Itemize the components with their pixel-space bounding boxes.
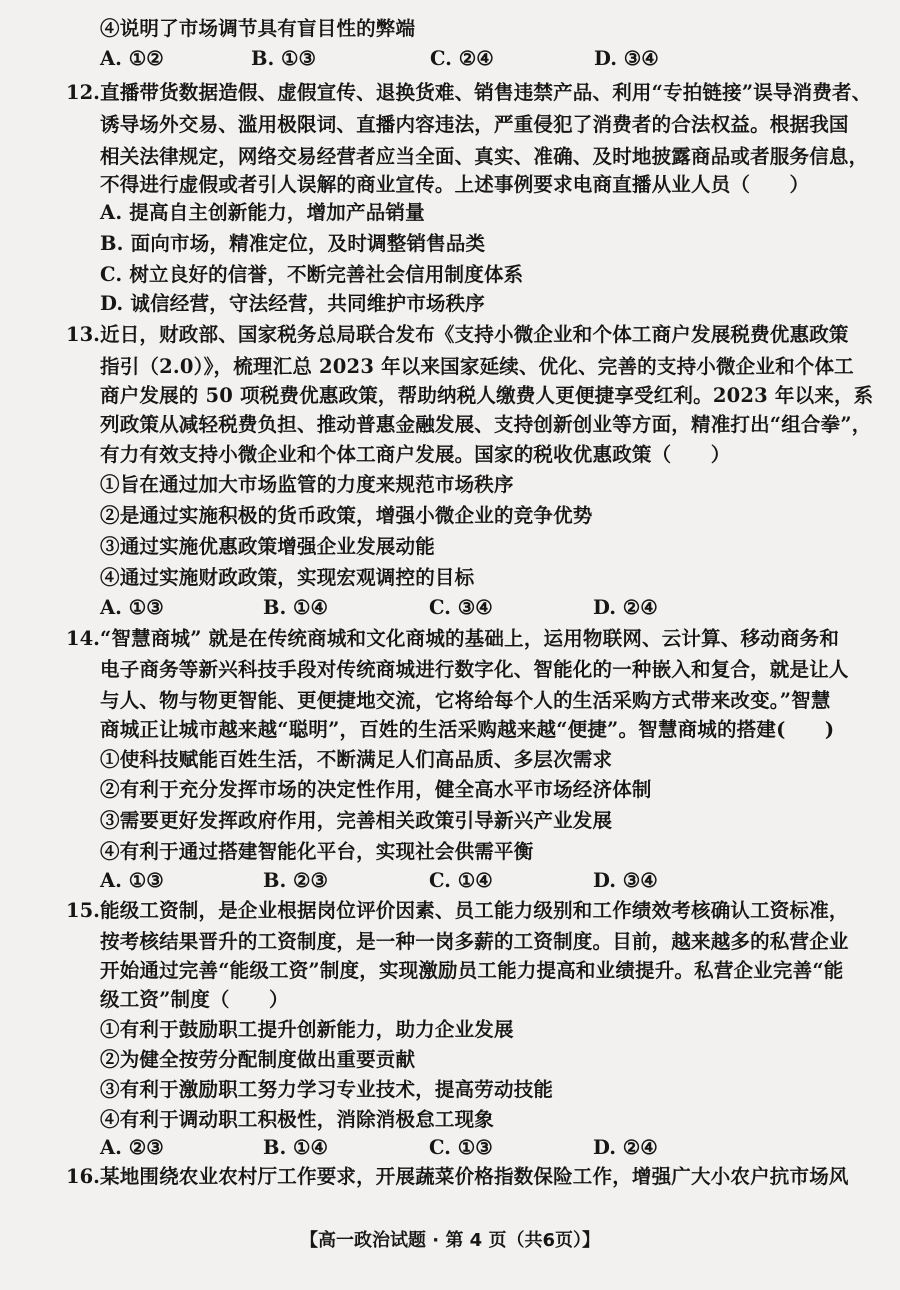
q16-number: 16.	[66, 1165, 100, 1188]
q15-item-1: ①有利于鼓励职工提升创新能力，助力企业发展	[100, 1018, 514, 1041]
q13-option-d: D. ②④	[593, 596, 658, 619]
q14-stem-line: 商城正让城市越来越“聪明”，百姓的生活采购越来越“便捷”。智慧商城的搭建( )	[100, 718, 835, 741]
q12-choice-a: A. 提高自主创新能力，增加产品销量	[100, 201, 425, 224]
q14-item-2: ②有利于充分发挥市场的决定性作用，健全高水平市场经济体制	[100, 778, 652, 801]
q15-stem-line: 开始通过完善“能级工资”制度，实现激励员工能力提高和业绩提升。私营企业完善“能	[100, 959, 844, 982]
q14-stem-line: “智慧商城” 就是在传统商城和文化商城的基础上，运用物联网、云计算、移动商务和	[100, 627, 840, 650]
q12-stem-line: 相关法律规定，网络交易经营者应当全面、真实、准确、及时地披露商品或者服务信息，	[100, 145, 869, 168]
q13-item-3: ③通过实施优惠政策增强企业发展动能	[100, 535, 435, 558]
q15-option-d: D. ②④	[593, 1136, 658, 1159]
q13-item-2: ②是通过实施积极的货币政策，增强小微企业的竞争优势	[100, 504, 593, 527]
q13-option-a: A. ①③	[100, 596, 164, 619]
q16-stem-line: 某地围绕农业农村厅工作要求，开展蔬菜价格指数保险工作，增强广大小农户抗市场风	[100, 1165, 849, 1188]
q12-choice-b: B. 面向市场，精准定位，及时调整销售品类	[100, 232, 486, 255]
q15-stem-line: 级工资”制度（ ）	[100, 988, 289, 1011]
q15-item-4: ④有利于调动职工积极性，消除消极怠工现象	[100, 1108, 495, 1131]
q14-option-d: D. ③④	[593, 869, 658, 892]
q14-stem-line: 与人、物与物更智能、更便捷地交流，它将给每个人的生活采购方式带来改变。”智慧	[100, 689, 831, 712]
q15-option-a: A. ②③	[100, 1136, 164, 1159]
q14-item-1: ①使科技赋能百姓生活，不断满足人们高品质、多层次需求	[100, 748, 613, 771]
q15-option-c: C. ①③	[429, 1136, 493, 1159]
q12-stem-line: 直播带货数据造假、虚假宣传、退换货难、销售违禁产品、利用“专拍链接”误导消费者、	[100, 81, 872, 104]
q13-stem-line: 商户发展的 50 项税费优惠政策，帮助纳税人缴费人更便捷享受红利。2023 年以来，系	[100, 384, 874, 407]
q12-number: 12.	[66, 81, 100, 104]
q14-option-b: B. ②③	[263, 869, 329, 892]
q13-item-1: ①旨在通过加大市场监管的力度来规范市场秩序	[100, 473, 514, 496]
q15-item-3: ③有利于激励职工努力学习专业技术，提高劳动技能	[100, 1078, 554, 1101]
q14-stem-line: 电子商务等新兴科技手段对传统商城进行数字化、智能化的一种嵌入和复合，就是让人	[100, 658, 849, 681]
q12-stem-line: 诱导场外交易、滥用极限词、直播内容违法，严重侵犯了消费者的合法权益。根据我国	[100, 113, 849, 136]
q12-stem-line: 不得进行虚假或者引人误解的商业宣传。上述事例要求电商直播从业人员（ ）	[100, 173, 810, 196]
q11-option-a: A. ①②	[100, 47, 164, 70]
q14-number: 14.	[66, 627, 100, 650]
q15-option-b: B. ①④	[263, 1136, 329, 1159]
q13-item-4: ④通过实施财政政策，实现宏观调控的目标	[100, 566, 475, 589]
q13-number: 13.	[66, 323, 100, 346]
q11-option-b: B. ①③	[251, 47, 317, 70]
q14-item-4: ④有利于通过搭建智能化平台，实现社会供需平衡	[100, 840, 534, 863]
q13-stem-line: 近日，财政部、国家税务总局联合发布《支持小微企业和个体工商户发展税费优惠政策	[100, 323, 849, 346]
q12-choice-c: C. 树立良好的信誉，不断完善社会信用制度体系	[100, 263, 524, 286]
q15-stem-line: 按考核结果晋升的工资制度，是一种一岗多薪的工资制度。目前，越来越多的私营企业	[100, 930, 849, 953]
q12-choice-d: D. 诚信经营，守法经营，共同维护市场秩序	[100, 292, 485, 315]
q14-option-c: C. ①④	[429, 869, 493, 892]
q13-stem-line: 指引（2.0）》，梳理汇总 2023 年以来国家延续、优化、完善的支持小微企业和个体工	[100, 355, 854, 378]
q13-stem-line: 有力有效支持小微企业和个体工商户发展。国家的税收优惠政策（ ）	[100, 443, 731, 466]
q13-stem-line: 列政策从减轻税费负担、推动普惠金融发展、支持创新创业等方面，精准打出“组合拳”，	[100, 413, 872, 436]
q11-option-c: C. ②④	[430, 47, 494, 70]
q15-stem-line: 能级工资制，是企业根据岗位评价因素、员工能力级别和工作绩效考核确认工资标准，	[100, 899, 849, 922]
page-footer: 【高一政治试题 · 第 4 页（共6页）】	[300, 1230, 600, 1251]
q14-item-3: ③需要更好发挥政府作用，完善相关政策引导新兴产业发展	[100, 809, 613, 832]
q13-option-b: B. ①④	[263, 596, 329, 619]
q13-option-c: C. ③④	[429, 596, 493, 619]
q15-number: 15.	[66, 899, 100, 922]
q14-option-a: A. ①③	[100, 869, 164, 892]
q11-option-d: D. ③④	[594, 47, 659, 70]
q11-item-4: ④说明了市场调节具有盲目性的弊端	[100, 17, 416, 40]
q15-item-2: ②为健全按劳分配制度做出重要贡献	[100, 1048, 416, 1071]
